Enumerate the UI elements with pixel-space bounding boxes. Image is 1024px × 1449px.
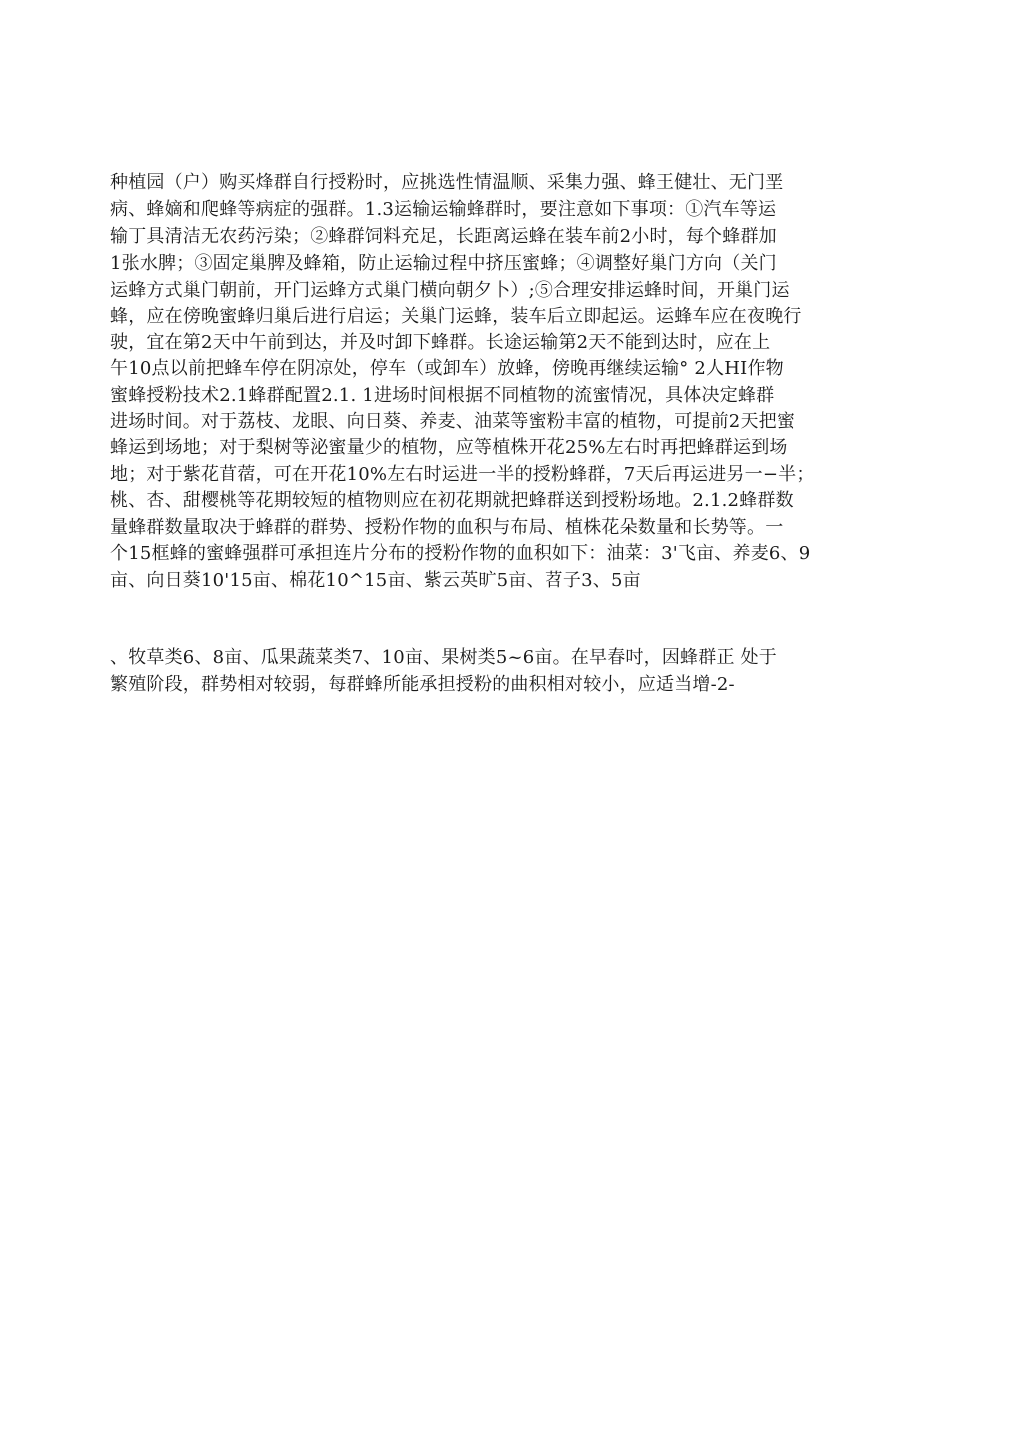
text-line: 桃、杏、甜樱桃等花期较短的植物则应在初花期就把蜂群送到授粉场地。2.1.2蜂群数: [110, 490, 794, 511]
text-line: 驶，宜在第2天中午前到达，并及吋卸下蜂群。长途运输第2天不能到达时，应在上: [110, 332, 771, 353]
text-line: 个15框蜂的蜜蜂强群可承担连片分布的授粉作物的血积如下：油菜：3'飞亩、养麦6、9: [110, 543, 811, 564]
text-line: 蜜蜂授粉技术2.1蜂群配置2.1. 1进场时间根据不同植物的流蜜情况，具体决定蜂群: [110, 385, 775, 406]
text-line: 亩、向日葵10'15亩、棉花10^15亩、紫云英旷5亩、苕子3、5亩: [110, 570, 641, 591]
text-line: 蜂运到场地；对于梨树等泌蜜量少的植物，应等植株开花25%左右时再把蜂群运到场: [110, 437, 788, 458]
text-line: 、牧草类6、8亩、瓜果蔬菜类7、10亩、果树类5~6亩。在早春吋，因蜂群正 处于: [110, 647, 777, 668]
text-line: 种植园（户）购买烽群自行授粉时，应挑选性情温顺、采集力强、蜂王健壮、无门垩: [110, 172, 784, 193]
text-line: 运蜂方式巢门朝前，开门运蜂方式巢门横向朝夕卜）;⑤合理安排运蜂时间，开巢门运: [110, 280, 790, 301]
text-line: 繁殖阶段，群势相对较弱，每群蜂所能承担授粉的曲积相对较小，应适当增-2-: [110, 674, 735, 695]
text-line: 病、蜂嫡和爬蜂等病症的强群。1.3运输运输蜂群时，要注意如下事项：①汽车等运: [110, 199, 777, 220]
text-line: 午10点以前把蜂车停在阴凉处，停车（或卸车）放蜂，傍晚再继续运输° 2人HI作物: [110, 358, 784, 379]
text-line: 进场时间。对于荔枝、龙眼、向日葵、养麦、油菜等蜜粉丰富的植物，可提前2天把蜜: [110, 411, 796, 432]
text-line: 蜂，应在傍晚蜜蜂归巢后进行启运；关巢门运蜂，装车后立即起运。运蜂车应在夜晚行: [110, 306, 802, 327]
text-line: 量蜂群数量取决于蜂群的群势、授粉作物的血积与布局、植株花朵数量和长势等。一: [110, 517, 784, 538]
text-line: 地；对于紫花苜蓿，可在开花10%左右时运进一半的授粉蜂群，7天后再运进另一−半；: [110, 464, 815, 485]
text-line: 输丁具清洁无农药污染；②蜂群饲料充足，长距离运蜂在装车前2小时，每个蜂群加: [110, 226, 777, 247]
text-line: 1张水脾；③固定巢脾及蜂箱，防止运输过程中挤压蜜蜂；④调整好巢门方向（关门: [110, 253, 777, 274]
